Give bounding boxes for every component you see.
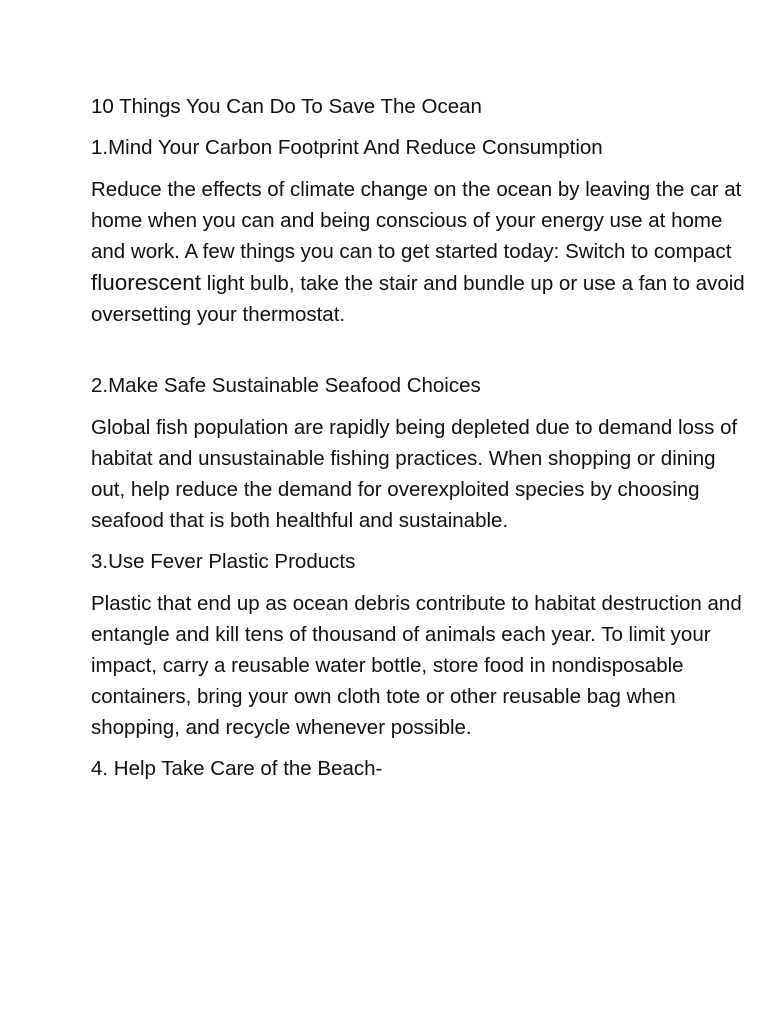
section-2-heading: 2.Make Safe Sustainable Seafood Choices <box>91 374 481 397</box>
section-1-body-part-1: Reduce the effects of climate change on the ocean by leaving the car at home when you can and being conscious of your energy use at home and work. A few things you can to get started today: Switch to compact <box>91 178 742 263</box>
document-page <box>91 92 751 795</box>
section-3-body: Plastic that end up as ocean debris contribute to habitat destruction and entangle and kill tens of thousand of animals each year. To limit your impact, carry a reusable water bottle, store food in nondisposable containers, bring your own cloth tote or other reusable bag when shopping, and recycle whenever possible. <box>91 592 742 739</box>
section-2-body: Global fish population are rapidly being depleted due to demand loss of habitat and unsustainable fishing practices. When shopping or dining out, help reduce the demand for overexploited species by choosing seafood that is both healthful and sustainable. <box>91 416 738 532</box>
section-1-emphasis: fluorescent <box>91 270 202 295</box>
document-title: 10 Things You Can Do To Save The Ocean <box>91 95 482 118</box>
section-1-heading: 1.Mind Your Carbon Footprint And Reduce Consumption <box>91 136 603 159</box>
section-3-heading: 3.Use Fever Plastic Products <box>91 550 356 573</box>
section-4-heading: 4. Help Take Care of the Beach- <box>91 757 383 780</box>
section-1-body <box>91 174 751 330</box>
section-1-body-part-2: light bulb, take the stair and bundle up or use a fan to avoid oversetting your thermostat. <box>91 272 745 326</box>
